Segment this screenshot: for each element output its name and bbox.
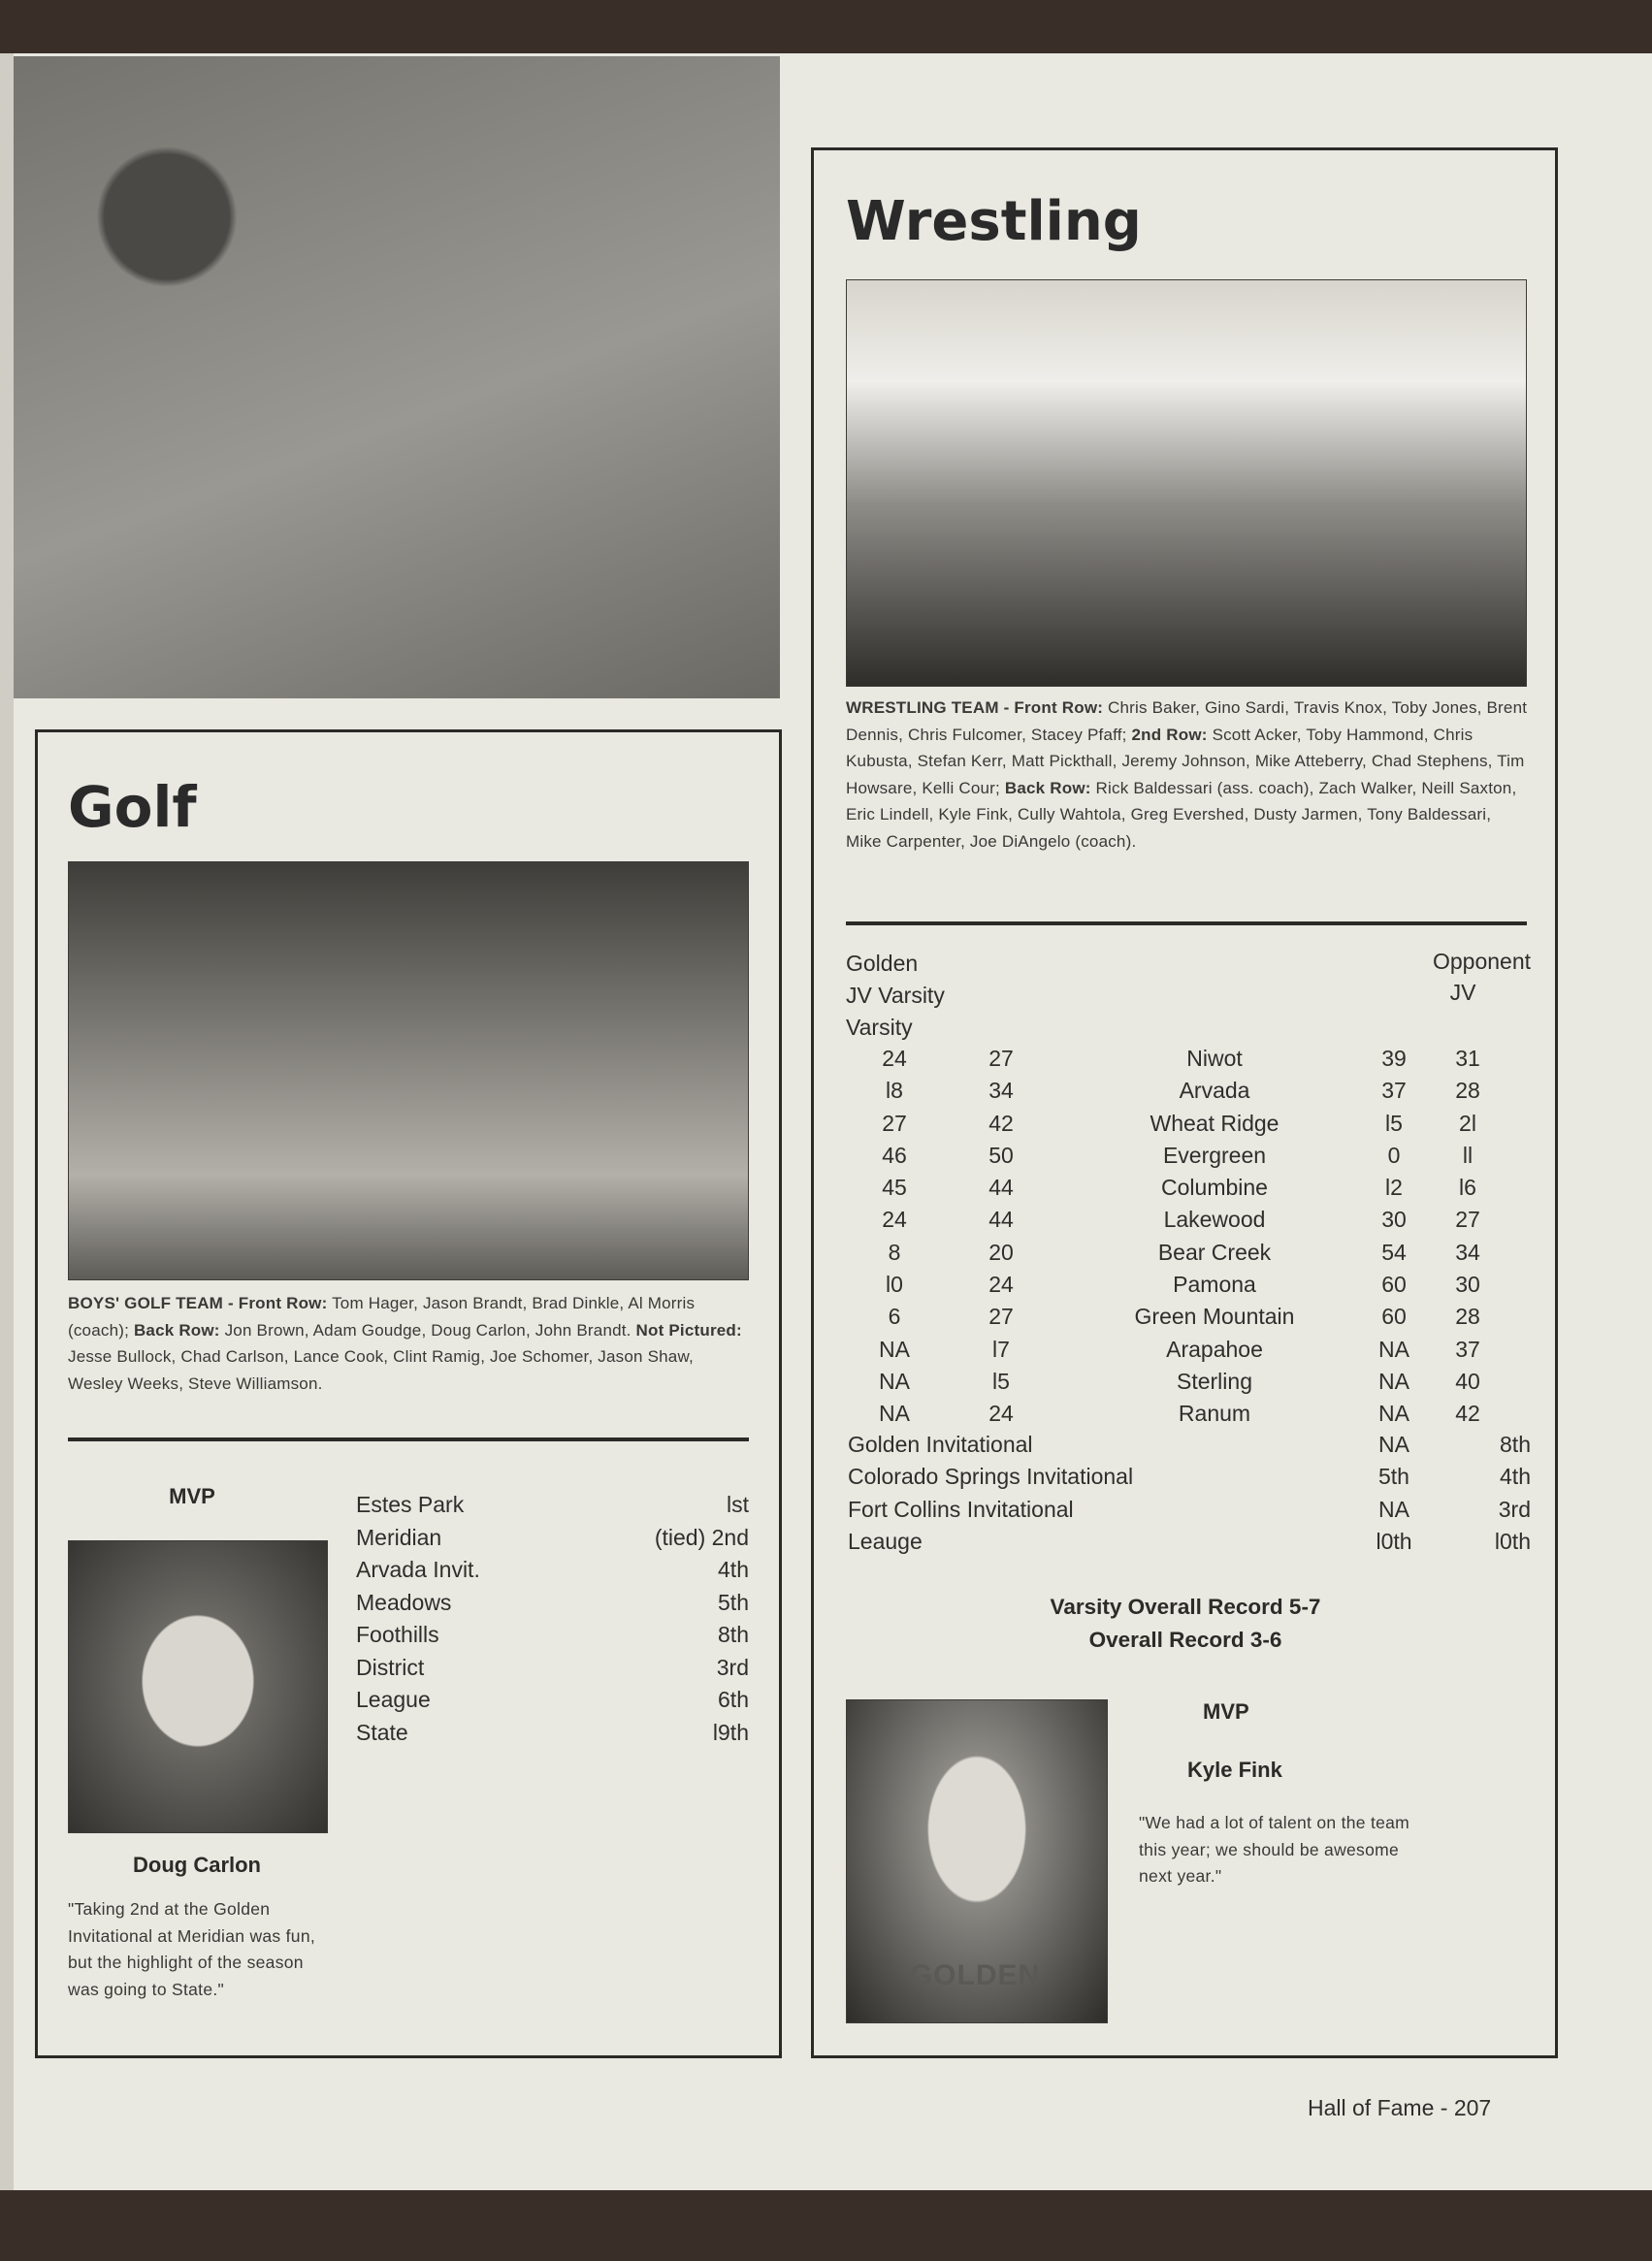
opponent-jv-score: 28 — [1455, 1304, 1480, 1330]
opponent-varsity-score: 60 — [1381, 1272, 1407, 1298]
caption-front-label: Front Row: — [238, 1294, 328, 1312]
caption-second-label: 2nd Row: — [1131, 725, 1208, 744]
opponent-varsity-score: 60 — [1381, 1304, 1407, 1330]
invitational-jv-place: l0th — [1494, 1528, 1531, 1554]
opponent-name: Evergreen — [1162, 1142, 1267, 1168]
invitational-row — [848, 1529, 1533, 1561]
golden-varsity-score: l5 — [992, 1368, 1010, 1394]
opponent-varsity-score: 54 — [1381, 1239, 1407, 1265]
golden-jv-score: NA — [879, 1368, 910, 1394]
bottom-border-strip — [0, 2190, 1652, 2261]
invitational-row — [848, 1432, 1533, 1464]
meet-row — [846, 1143, 1531, 1175]
opponent-name: Wheat Ridge — [1150, 1110, 1279, 1136]
opponent-varsity-score: 0 — [1387, 1142, 1401, 1168]
header-varsity: Varsity — [846, 1015, 913, 1040]
golden-varsity-score: 27 — [988, 1046, 1014, 1071]
golden-varsity-score: 50 — [988, 1142, 1014, 1168]
golf-event: League — [356, 1687, 431, 1712]
golf-place: 4th — [718, 1557, 749, 1582]
golf-event: Arvada Invit. — [356, 1557, 480, 1582]
golf-mvp-quote: "Taking 2nd at the Golden Invitational at Meridian was fun, but the highlight of the season was going to State." — [68, 1899, 316, 1999]
golden-varsity-score: 24 — [988, 1272, 1014, 1298]
wrestling-mvp-quote: "We had a lot of talent on the team this year; we should be awesome next year." — [1139, 1813, 1410, 1886]
meet-row — [846, 1240, 1531, 1272]
wrestling-team-photo — [846, 279, 1527, 687]
wrestling-team-caption — [846, 694, 1531, 855]
opponent-jv-score: 27 — [1455, 1207, 1480, 1233]
golf-result-row — [356, 1492, 749, 1525]
opponent-jv-score: 42 — [1455, 1401, 1480, 1427]
opponent-name: Arapahoe — [1166, 1336, 1263, 1362]
opponent-name: Arvada — [1179, 1078, 1250, 1104]
meet-row — [846, 1369, 1531, 1401]
opponent-name: Niwot — [1186, 1046, 1243, 1071]
opponent-name: Ranum — [1178, 1401, 1251, 1427]
golden-varsity-score: 44 — [988, 1207, 1014, 1233]
meet-row — [846, 1111, 1531, 1143]
caption-not-pictured: Jesse Bullock, Chad Carlson, Lance Cook, Clint Ramig, Joe Schomer, Jason Shaw, Wesley Weeks, Steve Williamson. — [68, 1347, 694, 1393]
caption-label: WRESTLING TEAM - — [846, 698, 1010, 717]
overall-record: Overall Record 3-6 — [1088, 1628, 1282, 1652]
golf-event: Meadows — [356, 1589, 452, 1615]
golf-event: District — [356, 1654, 425, 1680]
opponent-jv-score: 37 — [1455, 1336, 1480, 1362]
golden-varsity-score: 34 — [988, 1078, 1014, 1104]
meet-row — [846, 1175, 1531, 1207]
golf-title: Golf — [68, 774, 197, 840]
wrestling-divider — [846, 921, 1527, 925]
caption-front: Chris Baker, Gino Sardi, Travis Knox, Toby Jones, Brent Dennis, Chris Fulcomer, Stacey Pfaff; — [846, 698, 1528, 744]
caption-front-label: Front Row: — [1014, 698, 1104, 717]
golden-jv-score: 46 — [882, 1142, 907, 1168]
golf-event: State — [356, 1719, 408, 1745]
header-opponent-jv: JV — [1449, 980, 1476, 1005]
wrestling-meets-table — [846, 1046, 1531, 1434]
golden-varsity-score: 42 — [988, 1110, 1014, 1136]
caption-label: BOYS' GOLF TEAM - — [68, 1294, 234, 1312]
golf-mvp-label: MVP — [169, 1484, 215, 1508]
wrestling-mvp-name: Kyle Fink — [1187, 1758, 1282, 1782]
golden-jv-score: l0 — [886, 1272, 903, 1298]
golf-result-row — [356, 1557, 749, 1590]
meet-row — [846, 1337, 1531, 1369]
golden-jv-score: 45 — [882, 1175, 907, 1201]
golf-mvp-portrait — [68, 1540, 328, 1833]
golden-jv-score: NA — [879, 1336, 910, 1362]
opponent-jv-score: ll — [1462, 1142, 1474, 1168]
golf-event: Meridian — [356, 1524, 442, 1550]
wrestling-title: Wrestling — [846, 190, 1142, 253]
opponent-name: Sterling — [1177, 1368, 1252, 1394]
golden-varsity-score: 20 — [988, 1239, 1014, 1265]
opponent-varsity-score: 39 — [1381, 1046, 1407, 1071]
meet-row — [846, 1272, 1531, 1304]
opponent-jv-score: 28 — [1455, 1078, 1480, 1104]
wrestling-mvp-label: MVP — [1203, 1699, 1249, 1724]
golf-place: 6th — [718, 1687, 749, 1712]
golden-jv-score: 24 — [882, 1207, 907, 1233]
invitational-varsity-place: l0th — [1376, 1528, 1412, 1554]
opponent-jv-score: 34 — [1455, 1239, 1480, 1265]
page-edge — [0, 53, 14, 2190]
invitational-varsity-place: NA — [1378, 1496, 1409, 1522]
header-opponent: Opponent — [1432, 949, 1531, 974]
meet-row — [846, 1401, 1531, 1433]
opponent-jv-score: 2l — [1459, 1110, 1476, 1136]
meet-row — [846, 1078, 1531, 1110]
golden-jv-score: l8 — [886, 1078, 903, 1104]
golf-result-row — [356, 1622, 749, 1655]
invitational-name: Leauge — [848, 1528, 923, 1554]
invitationals-table — [848, 1432, 1533, 1561]
shirt-lettering: GOLDEN — [909, 1959, 1041, 1991]
golf-result-row — [356, 1655, 749, 1688]
invitational-jv-place: 3rd — [1498, 1496, 1531, 1522]
golf-result-row — [356, 1720, 749, 1753]
golden-varsity-score: 44 — [988, 1175, 1014, 1201]
caption-back-label: Back Row: — [1004, 778, 1091, 797]
golden-jv-score: 27 — [882, 1110, 907, 1136]
invitational-jv-place: 8th — [1500, 1432, 1531, 1457]
golden-jv-score: 8 — [888, 1239, 901, 1265]
opponent-name: Columbine — [1161, 1175, 1268, 1201]
golden-jv-score: 6 — [888, 1304, 901, 1330]
header-golden: Golden — [846, 951, 919, 976]
page-footer: Hall of Fame - 207 — [1308, 2095, 1492, 2120]
invitational-varsity-place: NA — [1378, 1432, 1409, 1457]
golf-event: Estes Park — [356, 1492, 465, 1517]
opponent-jv-score: 31 — [1455, 1046, 1480, 1071]
opponent-varsity-score: NA — [1378, 1368, 1409, 1394]
opponent-jv-score: 40 — [1455, 1368, 1480, 1394]
opponent-varsity-score: NA — [1378, 1401, 1409, 1427]
invitational-varsity-place: 5th — [1378, 1464, 1409, 1490]
golf-place: lst — [727, 1492, 749, 1517]
golf-results-list — [356, 1492, 749, 1752]
top-border-strip — [0, 0, 1652, 53]
opponent-varsity-score: l5 — [1385, 1110, 1403, 1136]
opponent-name: Green Mountain — [1134, 1304, 1295, 1330]
header-jv-varsity: JV Varsity — [846, 983, 945, 1008]
opponent-jv-score: l6 — [1459, 1175, 1476, 1201]
golf-team-caption — [68, 1290, 751, 1397]
opponent-name: Lakewood — [1163, 1207, 1266, 1233]
invitational-row — [848, 1497, 1533, 1529]
opponent-varsity-score: l2 — [1385, 1175, 1403, 1201]
invitational-name: Golden Invitational — [848, 1432, 1033, 1457]
meet-row — [846, 1046, 1531, 1078]
golf-mvp-name: Doug Carlon — [133, 1853, 261, 1877]
meet-row — [846, 1207, 1531, 1239]
caption-back-label: Back Row: — [133, 1320, 220, 1340]
golf-result-row — [356, 1687, 749, 1720]
golden-varsity-score: 27 — [988, 1304, 1014, 1330]
opponent-varsity-score: 37 — [1381, 1078, 1407, 1104]
caption-not-pictured-label: Not Pictured: — [635, 1320, 742, 1340]
golf-place: l9th — [712, 1719, 749, 1745]
golf-place: (tied) 2nd — [654, 1524, 749, 1550]
caption-back: Rick Baldessari (ass. coach), Zach Walker, Neill Saxton, Eric Lindell, Kyle Fink, Cully Wahtola, Greg Evershed, Dusty Jarmen, Tony Baldessari, Mike Carpenter, Joe DiAngelo (coach). — [846, 778, 1517, 851]
caption-front: Tom Hager, Jason Brandt, Brad Dinkle, Al Morris (coach); — [68, 1294, 696, 1340]
opponent-jv-score: 30 — [1455, 1272, 1480, 1298]
golf-place: 8th — [718, 1622, 749, 1647]
varsity-overall-record: Varsity Overall Record 5-7 — [1050, 1595, 1321, 1619]
golf-place: 5th — [718, 1589, 749, 1615]
golf-event: Foothills — [356, 1622, 439, 1647]
golf-divider — [68, 1437, 749, 1441]
opponent-varsity-score: 30 — [1381, 1207, 1407, 1233]
opponent-varsity-score: NA — [1378, 1336, 1409, 1362]
golf-result-row — [356, 1590, 749, 1623]
opponent-name: Pamona — [1173, 1272, 1256, 1298]
golden-jv-score: 24 — [882, 1046, 907, 1071]
invitational-name: Colorado Springs Invitational — [848, 1464, 1134, 1490]
golden-varsity-score: l7 — [992, 1336, 1010, 1362]
golf-place: 3rd — [716, 1654, 749, 1680]
golden-varsity-score: 24 — [988, 1401, 1014, 1427]
invitational-jv-place: 4th — [1500, 1464, 1531, 1490]
caption-second: Scott Acker, Toby Hammond, Chris Kubusta, Stefan Kerr, Matt Pickthall, Jeremy Johnson, Mike Atteberry, Chad Stephens, Tim Howsare, Kelli Cour; — [846, 725, 1525, 797]
invitational-name: Fort Collins Invitational — [848, 1496, 1074, 1522]
caption-back: Jon Brown, Adam Goudge, Doug Carlon, John Brandt. — [224, 1320, 632, 1340]
golf-result-row — [356, 1525, 749, 1558]
opponent-name: Bear Creek — [1157, 1239, 1272, 1265]
golfer-putting-photo — [14, 56, 780, 698]
invitational-row — [848, 1464, 1533, 1496]
meet-row — [846, 1304, 1531, 1336]
golden-jv-score: NA — [879, 1401, 910, 1427]
golf-team-photo — [68, 861, 749, 1280]
